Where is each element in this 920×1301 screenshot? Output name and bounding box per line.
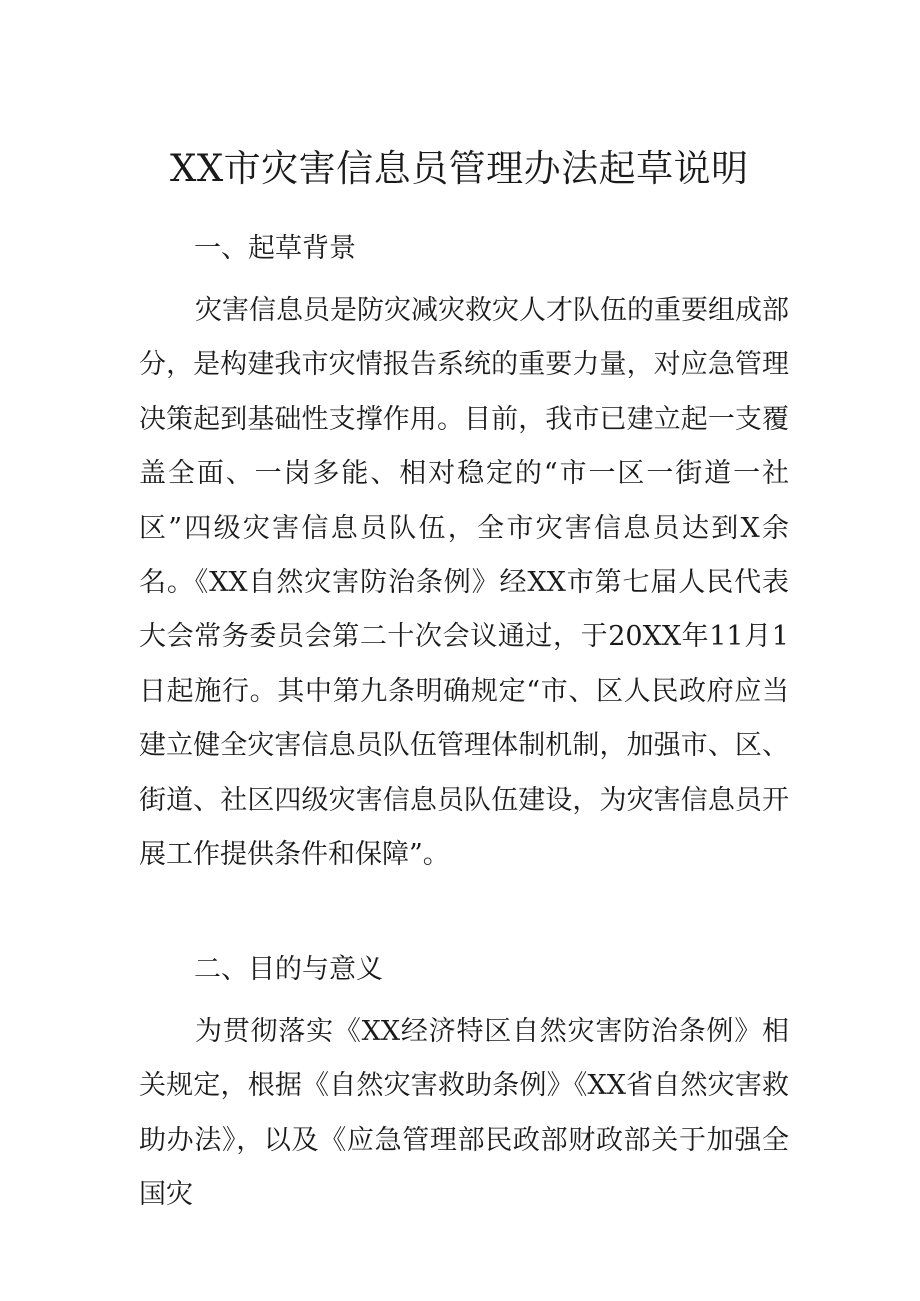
section-heading-purpose: 二、目的与意义 bbox=[194, 954, 383, 985]
section-heading-background: 一、起草背景 bbox=[194, 233, 356, 264]
section-paragraph-background: 灾害信息员是防灾减灾救灾人才队伍的重要组成部分，是构建我市灾情报告系统的重要力量，对应急管理决策起到基础性支撑作用。目前，我市已建立起一支覆盖全面、一岗多能、相对稳定的“市一区一街道一社区”四级灾害信息员队伍，全市灾害信息员达到X余名。《XX自然灾害防治条例》经XX市第七届人民代表大会常务委员会第二十次会议通过，于20XX年11月1日起施行。其中第九条明确规定“市、区人民政府应当建立健全灾害信息员队伍管理体制机制，加强市、区、街道、社区四级灾害信息员队伍建设，为灾害信息员开展工作提供条件和保障”。 bbox=[139, 295, 789, 871]
section-paragraph-purpose: 为贯彻落实《XX经济特区自然灾害防治条例》相关规定，根据《自然灾害救助条例》《XX省自然灾害救助办法》，以及《应急管理部民政部财政部关于加强全国灾 bbox=[139, 1016, 789, 1211]
document-title: XX市灾害信息员管理办法起草说明 bbox=[170, 147, 749, 190]
